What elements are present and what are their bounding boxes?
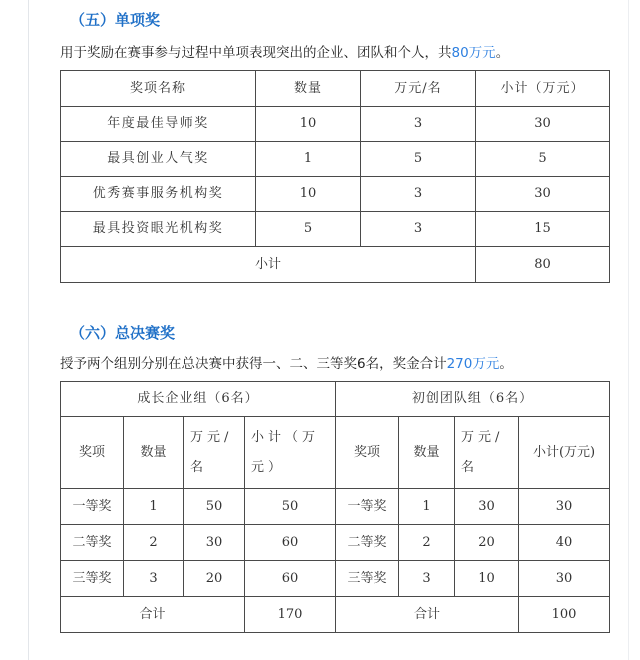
subtotal-b: 40 xyxy=(519,525,610,561)
per-b: 20 xyxy=(455,525,519,561)
header-subtotal-a: 小计（万元） xyxy=(245,417,336,489)
table-row xyxy=(61,489,610,525)
award-subtotal: 30 xyxy=(476,107,610,142)
award-per: 3 xyxy=(361,212,476,247)
award-b: 一等奖 xyxy=(336,489,399,525)
count-b: 2 xyxy=(399,525,455,561)
section-6-description xyxy=(60,352,513,372)
subtotal-a: 60 xyxy=(245,525,336,561)
award-count: 5 xyxy=(256,212,361,247)
subtotal-a: 50 xyxy=(245,489,336,525)
section-5-description xyxy=(60,41,509,61)
header-count-b: 数量 xyxy=(399,417,455,489)
award-subtotal: 15 xyxy=(476,212,610,247)
award-per: 3 xyxy=(361,107,476,142)
award-name: 优秀赛事服务机构奖 xyxy=(61,177,256,212)
header-per: 万元/名 xyxy=(361,71,476,107)
award-subtotal: 30 xyxy=(476,177,610,212)
award-per: 5 xyxy=(361,142,476,177)
header-award-a: 奖项 xyxy=(61,417,124,489)
subtotal-b: 30 xyxy=(519,489,610,525)
table-row xyxy=(61,525,610,561)
count-a: 1 xyxy=(124,489,184,525)
header-award-b: 奖项 xyxy=(336,417,399,489)
section-5-desc-end: 。 xyxy=(495,45,510,61)
count-b: 3 xyxy=(399,561,455,597)
section-6-title: （六）总决赛奖 xyxy=(70,324,176,342)
award-subtotal: 5 xyxy=(476,142,610,177)
count-b: 1 xyxy=(399,489,455,525)
per-a: 20 xyxy=(184,561,245,597)
subtotal-a: 60 xyxy=(245,561,336,597)
award-per: 3 xyxy=(361,177,476,212)
subtotal-b: 30 xyxy=(519,561,610,597)
table-header-row xyxy=(61,71,610,107)
award-name: 最具创业人气奖 xyxy=(61,142,256,177)
table-total-row xyxy=(61,597,610,633)
table-row xyxy=(61,177,610,212)
header-subtotal-b: 小计(万元) xyxy=(519,417,610,489)
total-label: 小计 xyxy=(61,247,476,283)
table-row xyxy=(61,212,610,247)
single-award-table xyxy=(60,70,610,283)
section-6-desc-text: 授予两个组别分别在总决赛中获得一、二、三等奖6名，奖金合计 xyxy=(60,356,447,372)
group-header-row xyxy=(61,382,610,417)
award-b: 二等奖 xyxy=(336,525,399,561)
header-count-a: 数量 xyxy=(124,417,184,489)
section-6-desc-end: 。 xyxy=(499,356,513,372)
header-per-b: 万元/名 xyxy=(455,417,519,489)
award-name: 年度最佳导师奖 xyxy=(61,107,256,142)
header-count: 数量 xyxy=(256,71,361,107)
group-header-growth: 成长企业组（6名） xyxy=(61,382,336,417)
right-divider xyxy=(628,0,629,660)
header-per-a: 万元/名 xyxy=(184,417,245,489)
table-total-row xyxy=(61,247,610,283)
award-b: 三等奖 xyxy=(336,561,399,597)
per-b: 30 xyxy=(455,489,519,525)
section-5-total-highlight: 80万元 xyxy=(451,45,496,61)
total-b: 100 xyxy=(519,597,610,633)
per-b: 10 xyxy=(455,561,519,597)
award-name: 最具投资眼光机构奖 xyxy=(61,212,256,247)
count-a: 2 xyxy=(124,525,184,561)
per-a: 50 xyxy=(184,489,245,525)
total-a: 170 xyxy=(245,597,336,633)
header-subtotal: 小计（万元） xyxy=(476,71,610,107)
section-5-title: （五）单项奖 xyxy=(70,11,161,29)
column-header-row xyxy=(61,417,610,489)
section-5-desc-text: 用于奖励在赛事参与过程中单项表现突出的企业、团队和个人，共 xyxy=(60,45,452,61)
table-row xyxy=(61,107,610,142)
table-row xyxy=(61,561,610,597)
section-6-total-highlight: 270万元 xyxy=(446,356,500,372)
per-a: 30 xyxy=(184,525,245,561)
award-a: 一等奖 xyxy=(61,489,124,525)
total-label-b: 合计 xyxy=(336,597,519,633)
count-a: 3 xyxy=(124,561,184,597)
award-count: 10 xyxy=(256,107,361,142)
total-value: 80 xyxy=(476,247,610,283)
final-award-table xyxy=(60,381,610,633)
header-award-name: 奖项名称 xyxy=(61,71,256,107)
award-count: 10 xyxy=(256,177,361,212)
award-a: 三等奖 xyxy=(61,561,124,597)
total-label-a: 合计 xyxy=(61,597,245,633)
award-a: 二等奖 xyxy=(61,525,124,561)
table-row xyxy=(61,142,610,177)
award-count: 1 xyxy=(256,142,361,177)
group-header-startup: 初创团队组（6名） xyxy=(336,382,610,417)
